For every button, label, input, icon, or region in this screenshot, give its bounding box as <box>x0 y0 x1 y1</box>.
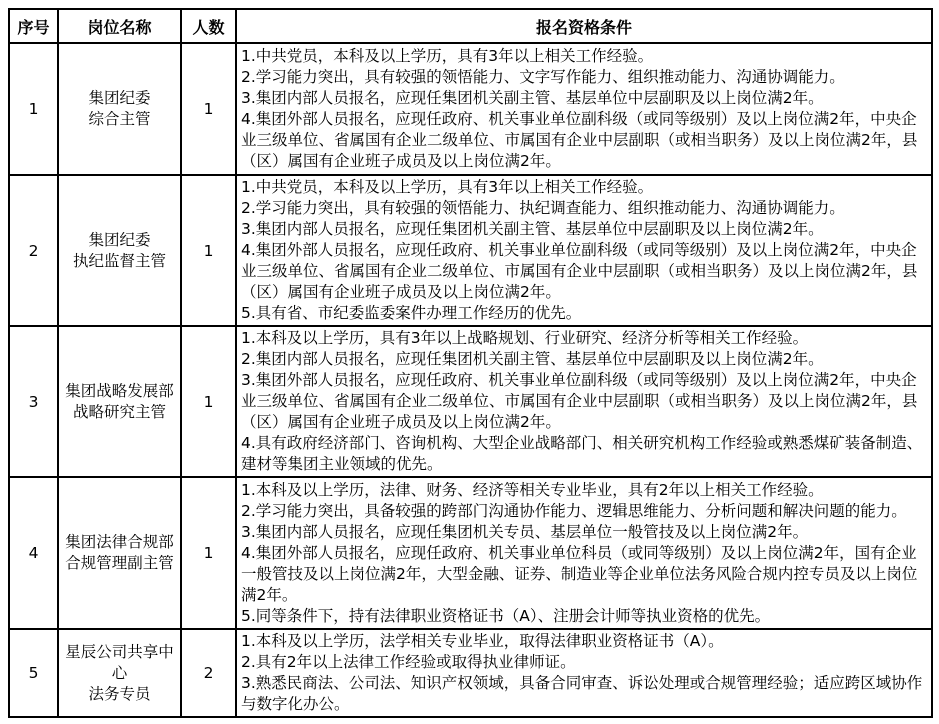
position-name-cell <box>58 175 181 326</box>
qualification-item: 1.本科及以上学历，法学相关专业毕业，取得法律职业资格证书（A）。 <box>241 632 724 650</box>
row-index: 3 <box>9 326 58 477</box>
qualification-item: 1.中共党员，本科及以上学历，具有3年以上相关工作经验。 <box>241 178 654 196</box>
qualification-item: 4.集团外部人员报名，应现任政府、机关事业单位科员（或同等级别）及以上岗位满2年，国有企业一般管技及以上岗位满2年，大型金融、证券、制造业等企业单位法务风险合规内控专员及以上岗位满2年。 <box>241 543 918 604</box>
qualification-item: 3.集团外部人员报名，应现任政府、机关事业单位副科级（或同等级别）及以上岗位满2年，中央企业三级单位、省属国有企业二级单位、市属国有企业中层副职（或相当职务）及以上岗位满2年，县（区）属国有企业班子成员及以上岗位满2年。 <box>241 371 918 431</box>
qualification-item: 4.集团外部人员报名，应现任政府、机关事业单位副科级（或同等级别）及以上岗位满2年，中央企业三级单位、省属国有企业二级单位、市属国有企业中层副职（或相当职务）及以上岗位满2年，县（区）属国有企业班子成员及以上岗位满2年。 <box>241 110 918 170</box>
headcount-cell: 1 <box>181 326 236 477</box>
headcount-cell: 1 <box>181 477 236 629</box>
header-index: 序号 <box>9 9 58 43</box>
headcount-cell: 1 <box>181 43 236 175</box>
position-name-line-1: 集团战略发展部 <box>65 381 174 400</box>
qualifications-cell <box>236 326 932 477</box>
table-row <box>9 175 932 326</box>
qualification-item: 3.熟悉民商法、公司法、知识产权领域，具备合同审查、诉讼处理或合规管理经验；适应跨区域协作与数字化办公。 <box>241 674 923 713</box>
table-row <box>9 326 932 477</box>
position-name-line-2: 法务专员 <box>88 684 151 703</box>
headcount-cell: 2 <box>181 629 236 717</box>
table-body <box>9 43 932 717</box>
qualification-list <box>241 328 928 475</box>
qualification-list <box>241 631 928 715</box>
qualification-item: 3.集团内部人员报名，应现任集团机关副主管、基层单位中层副职及以上岗位满2年。 <box>241 89 824 107</box>
qualification-item: 3.集团内部人员报名，应现任集团机关专员、基层单位一般管技及以上岗位满2年。 <box>241 522 809 541</box>
position-name-line-2: 综合主管 <box>88 110 151 128</box>
qualifications-cell <box>236 477 932 629</box>
qualification-item: 1.本科及以上学历，具有3年以上战略规划、行业研究、经济分析等相关工作经验。 <box>241 329 809 347</box>
position-name-cell <box>58 43 181 175</box>
row-index: 5 <box>9 629 58 717</box>
table-row <box>9 43 932 175</box>
recruitment-table <box>8 8 933 718</box>
position-name-cell <box>58 629 181 717</box>
row-index: 4 <box>9 477 58 629</box>
header-headcount: 人数 <box>181 9 236 43</box>
header-qualifications: 报名资格条件 <box>236 9 932 43</box>
qualifications-cell <box>236 43 932 175</box>
header-position-name: 岗位名称 <box>58 9 181 43</box>
qualifications-cell <box>236 629 932 717</box>
position-name-line-2: 执纪监督主管 <box>72 251 166 270</box>
qualification-item: 1.中共党员，本科及以上学历，具有3年以上相关工作经验。 <box>241 47 654 65</box>
row-index: 1 <box>9 43 58 175</box>
position-name-line-1: 集团法律合规部 <box>65 533 174 551</box>
qualification-item: 3.集团内部人员报名，应现任集团机关副主管、基层单位中层副职及以上岗位满2年。 <box>241 220 824 238</box>
qualification-list <box>241 177 928 324</box>
row-index: 2 <box>9 175 58 326</box>
position-name-cell <box>58 477 181 629</box>
position-name-cell <box>58 326 181 477</box>
table-row <box>9 477 932 629</box>
qualification-item: 2.学习能力突出，具有较强的领悟能力、文字写作能力、组织推动能力、沟通协调能力。 <box>241 68 845 86</box>
qualification-list <box>241 480 928 627</box>
qualification-item: 1.本科及以上学历，法律、财务、经济等相关专业毕业，具有2年以上相关工作经验。 <box>241 480 824 499</box>
qualification-item: 2.学习能力突出，具备较强的跨部门沟通协作能力、逻辑思维能力、分析问题和解决问题的能力。 <box>241 501 907 520</box>
header-row <box>9 9 932 43</box>
qualification-list <box>241 46 928 172</box>
qualification-item: 5.具有省、市纪委监委案件办理工作经历的优先。 <box>241 304 582 322</box>
headcount-cell: 1 <box>181 175 236 326</box>
qualification-item: 4.具有政府经济部门、咨询机构、大型企业战略部门、相关研究机构工作经验或熟悉煤矿装备制造、建材等集团主业领域的优先。 <box>241 434 923 473</box>
position-name-line-1: 星辰公司共享中心 <box>65 642 174 682</box>
position-name-line-2: 合规管理副主管 <box>65 554 174 572</box>
qualification-item: 2.具有2年以上法律工作经验或取得执业律师证。 <box>241 653 576 671</box>
qualification-item: 4.集团外部人员报名，应现任政府、机关事业单位副科级（或同等级别）及以上岗位满2年，中央企业三级单位、省属国有企业二级单位、市属国有企业中层副职（或相当职务）及以上岗位满2年，县（区）属国有企业班子成员及以上岗位满2年。 <box>241 241 918 301</box>
qualification-item: 5.同等条件下，持有法律职业资格证书（A）、注册会计师等执业资格的优先。 <box>241 606 771 625</box>
qualification-item: 2.学习能力突出，具有较强的领悟能力、执纪调查能力、组织推动能力、沟通协调能力。 <box>241 199 845 217</box>
qualifications-cell <box>236 175 932 326</box>
table-row <box>9 629 932 717</box>
position-name-line-1: 集团纪委 <box>88 89 151 107</box>
position-name-line-2: 战略研究主管 <box>72 402 166 421</box>
qualification-item: 2.集团内部人员报名，应现任集团机关副主管、基层单位中层副职及以上岗位满2年。 <box>241 350 824 368</box>
position-name-line-1: 集团纪委 <box>88 230 151 249</box>
